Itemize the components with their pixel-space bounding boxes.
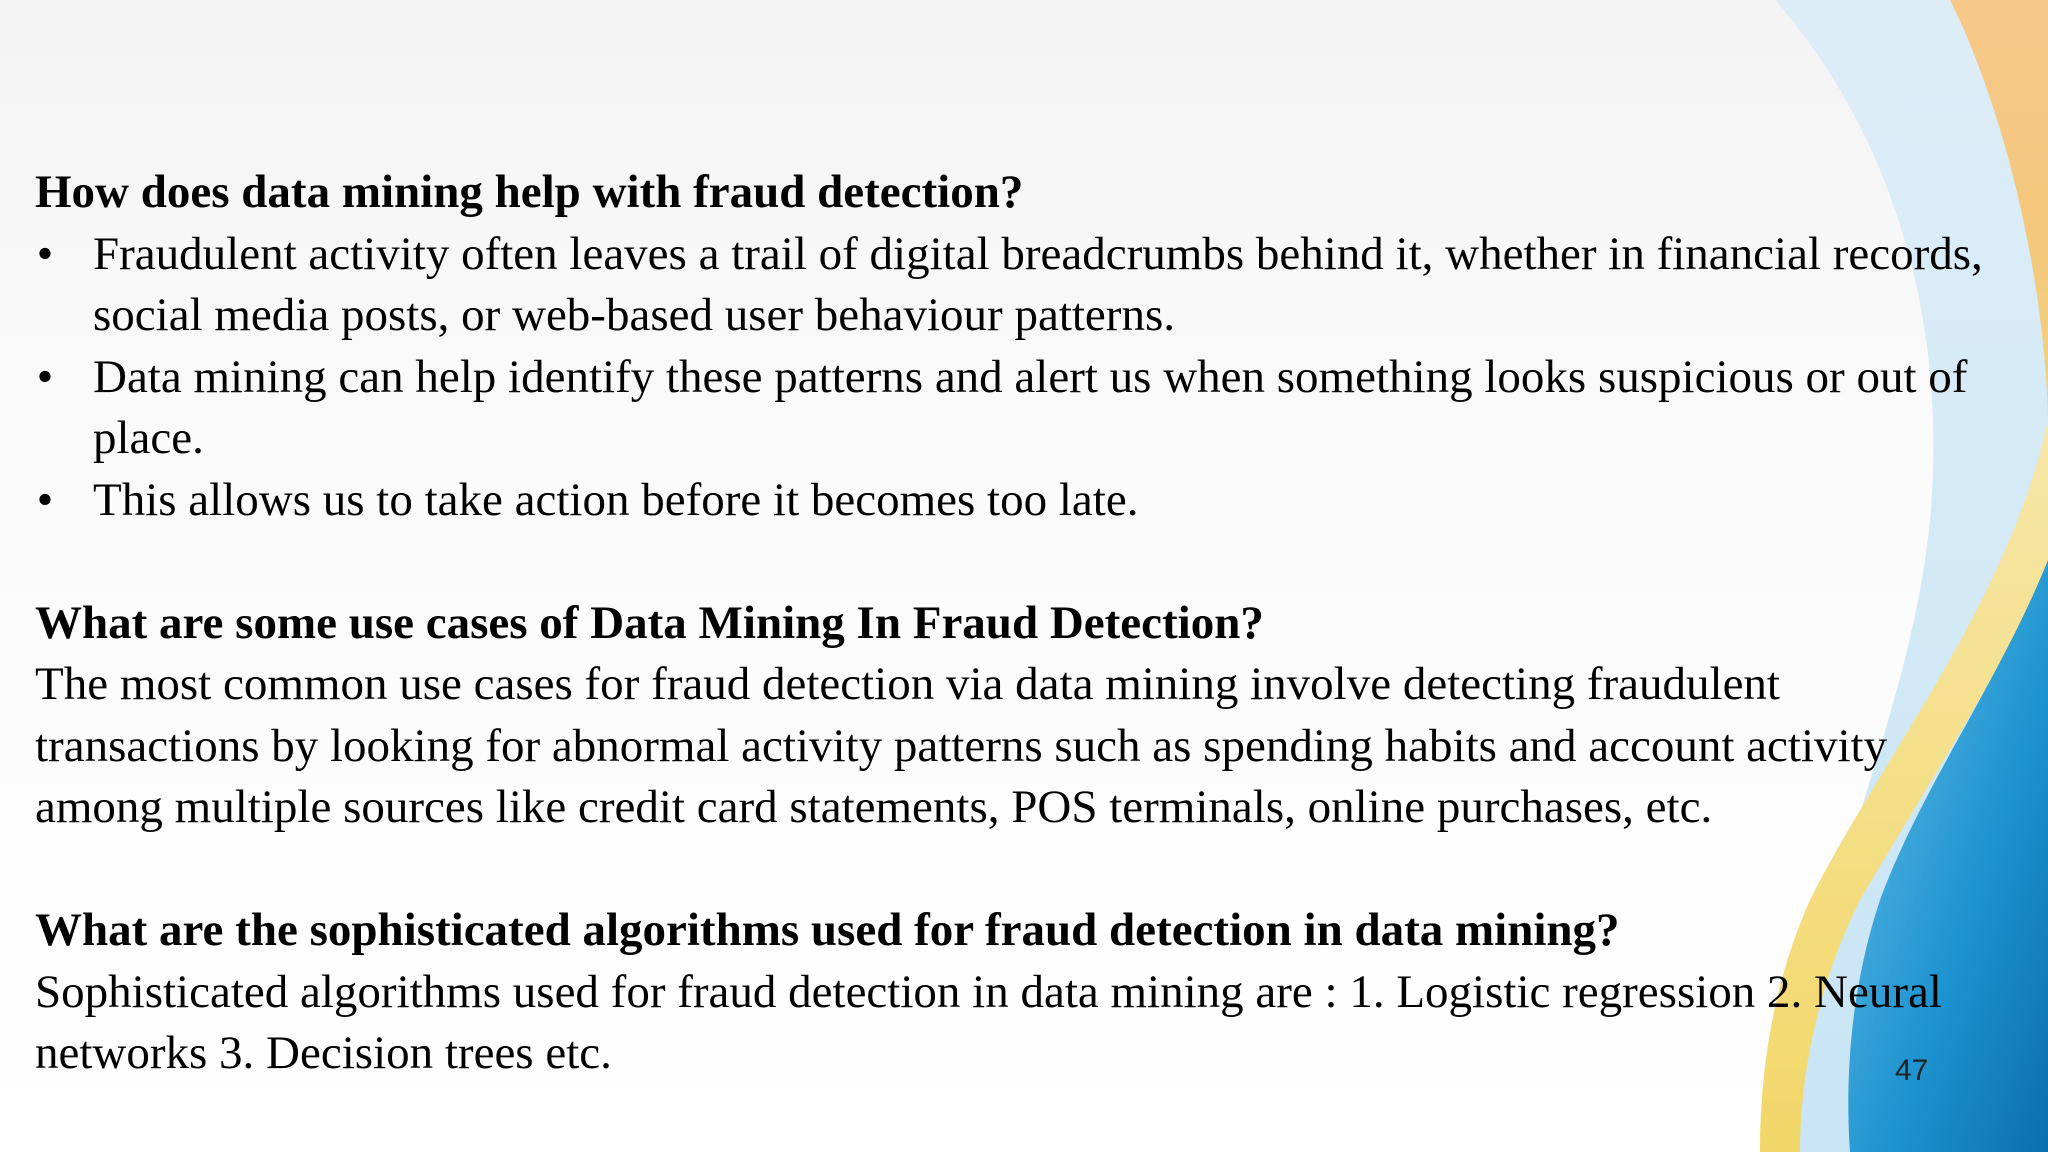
bullet-item — [35, 224, 1995, 347]
section-heading-fraud-detection-help: How does data mining help with fraud detection? — [35, 166, 1024, 218]
bullet-icon: • — [36, 473, 54, 526]
bullet-text: This allows us to take action before it becomes too late. — [93, 473, 1139, 526]
section-body-algorithms: Sophisticated algorithms used for fraud detection in data mining are : 1. Logistic regression 2. Neural networks 3. Decision trees etc. — [35, 965, 1942, 1079]
section-heading-use-cases: What are some use cases of Data Mining In Fraud Detection? — [35, 596, 1264, 649]
bullet-text: Data mining can help identify these patterns and alert us when something looks suspicious or out of place. — [93, 350, 1968, 464]
bullet-item — [35, 347, 1995, 470]
section-heading-algorithms: What are the sophisticated algorithms used for fraud detection in data mining? — [35, 904, 1620, 956]
bullet-icon: • — [36, 227, 54, 280]
bullet-item — [35, 470, 1995, 532]
page-number: 47 — [1895, 1054, 1929, 1087]
section-body-use-cases: The most common use cases for fraud detection via data mining involve detecting fraudulent transactions by looking for abnormal activity patterns such as spending habits and account activity among multiple sources like credit card statements, POS terminals, online purchases, etc. — [35, 658, 1888, 833]
bullet-icon: • — [36, 350, 54, 403]
spacer — [35, 839, 1995, 901]
bullet-list — [35, 224, 1995, 532]
spacer — [35, 531, 1995, 593]
bullet-text: Fraudulent activity often leaves a trail of digital breadcrumbs behind it, whether in financial records, social media posts, or web-based user behaviour patterns. — [93, 227, 1983, 341]
slide-content — [35, 162, 1995, 1085]
